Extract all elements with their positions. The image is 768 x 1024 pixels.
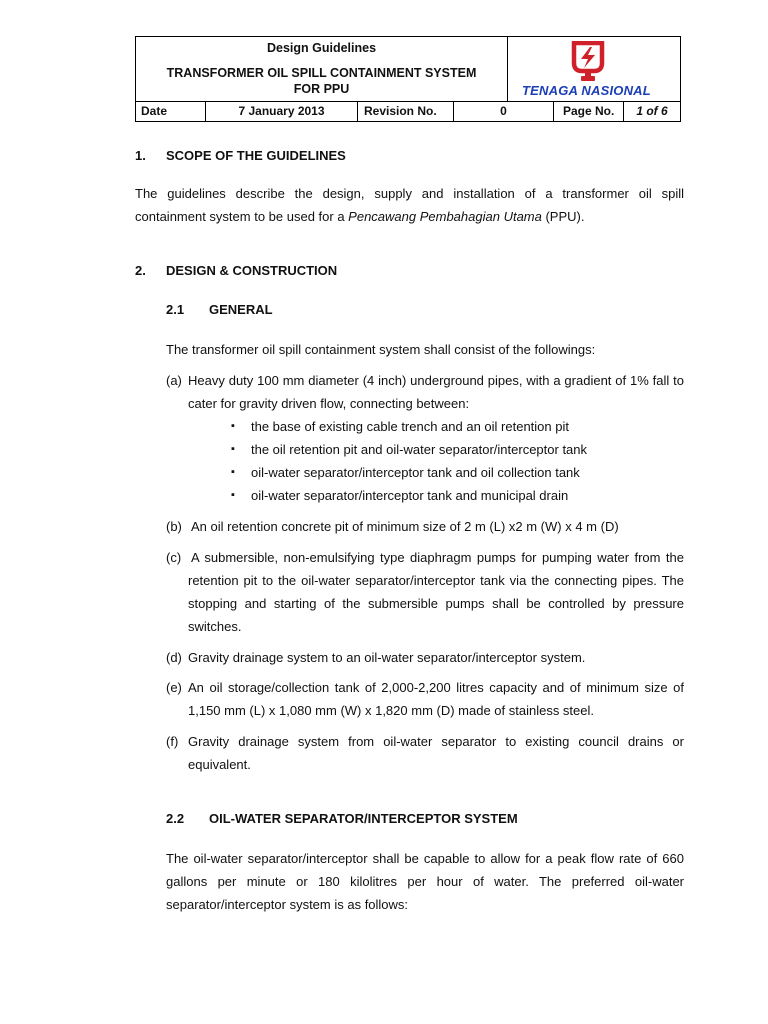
section-2-1-title: GENERAL [209,302,273,317]
logo-brand-text: TENAGA NASIONAL [522,83,651,98]
doc-type-label: Design Guidelines [266,41,377,55]
doc-title-line1: TRANSFORMER OIL SPILL CONTAINMENT SYSTEM [166,66,477,80]
item-c-label: (c) [166,550,182,565]
section-1-para-line2 [135,205,684,228]
section-1-para-line1: The guidelines describe the design, supply and installation of a transformer oil spill [135,186,684,201]
item-c-line2: retention pit to the oil-water separator/interceptor tank via the connecting pipes. The [188,573,684,588]
document-header-table [135,36,681,122]
item-c-line1: A submersible, non-emulsifying type diaphragm pumps for pumping water from the [191,550,684,565]
ppu-term: Pencawang Pembahagian Utama [348,209,542,224]
para-text: (PPU). [541,209,585,224]
item-e-line1: An oil storage/collection tank of 2,000-2,200 litres capacity and of minimum size of [188,680,684,695]
section-2-1-intro: The transformer oil spill containment system shall consist of the followings: [166,342,596,357]
page-value: 1 of 6 [636,104,668,118]
section-2-2-line1: The oil-water separator/interceptor shall be capable to allow for a peak flow rate of 660 [166,851,684,866]
bullet-icon: ▪ [231,489,235,501]
bullet-icon: ▪ [231,443,235,455]
item-d-text: Gravity drainage system to an oil-water separator/interceptor system. [188,650,586,665]
date-value: 7 January 2013 [206,101,358,121]
header-title-cell [136,37,508,101]
list-item [231,415,569,438]
bullet-icon: ▪ [231,466,235,478]
bullet-text: oil-water separator/interceptor tank and municipal drain [251,488,569,503]
section-2-1-number: 2.1 [166,302,185,317]
page-label: Page No. [554,101,624,121]
item-a-label: (a) [166,373,182,388]
tnb-logo-icon [568,41,608,83]
revision-value: 0 [454,101,554,121]
item-f-label: (f) [166,734,179,749]
section-2-title: DESIGN & CONSTRUCTION [166,263,338,278]
item-e-line2: 1,150 mm (L) x 1,080 mm (W) x 1,820 mm (D) made of stainless steel. [188,703,595,718]
section-1-title: SCOPE OF THE GUIDELINES [166,148,346,163]
section-2-2-number: 2.2 [166,811,185,826]
section-2-2-title: OIL-WATER SEPARATOR/INTERCEPTOR SYSTEM [209,811,518,826]
item-a-line2: cater for gravity driven flow, connecting between: [188,396,470,411]
doc-title-line2: FOR PPU [293,82,350,96]
bullet-text: the oil retention pit and oil-water separator/interceptor tank [251,442,588,457]
bullet-text: the base of existing cable trench and an oil retention pit [251,419,569,434]
para-text: containment system to be used for a [135,209,349,224]
item-b-label: (b) [166,519,182,534]
section-1-number: 1. [135,148,146,163]
list-item [231,438,588,461]
item-c-line4: switches. [188,619,242,634]
bullet-icon: ▪ [231,420,235,432]
list-item [231,461,580,484]
section-2-2-line3: separator/interceptor system is as follows: [166,897,409,912]
list-item [231,484,569,507]
header-meta-row [136,101,680,121]
item-b-text: An oil retention concrete pit of minimum size of 2 m (L) x2 m (W) x 4 m (D) [191,519,619,534]
item-f-line2: equivalent. [188,757,251,772]
revision-label: Revision No. [358,101,454,121]
item-e-label: (e) [166,680,182,695]
item-f-line1: Gravity drainage system from oil-water separator to existing council drains or [188,734,684,749]
header-top-row [136,37,680,102]
bullet-text: oil-water separator/interceptor tank and oil collection tank [251,465,580,480]
item-a-line1: Heavy duty 100 mm diameter (4 inch) underground pipes, with a gradient of 1% fall to [188,373,684,388]
section-2-2-line2: gallons per minute or 180 kilolitres per hour of water. The preferred oil-water [166,874,684,889]
section-2-number: 2. [135,263,146,278]
item-d-label: (d) [166,650,182,665]
company-logo [508,37,680,101]
item-c-line3: stopping and starting of the submersible pumps shall be controlled by pressure [188,596,684,611]
date-label: Date [136,101,206,121]
